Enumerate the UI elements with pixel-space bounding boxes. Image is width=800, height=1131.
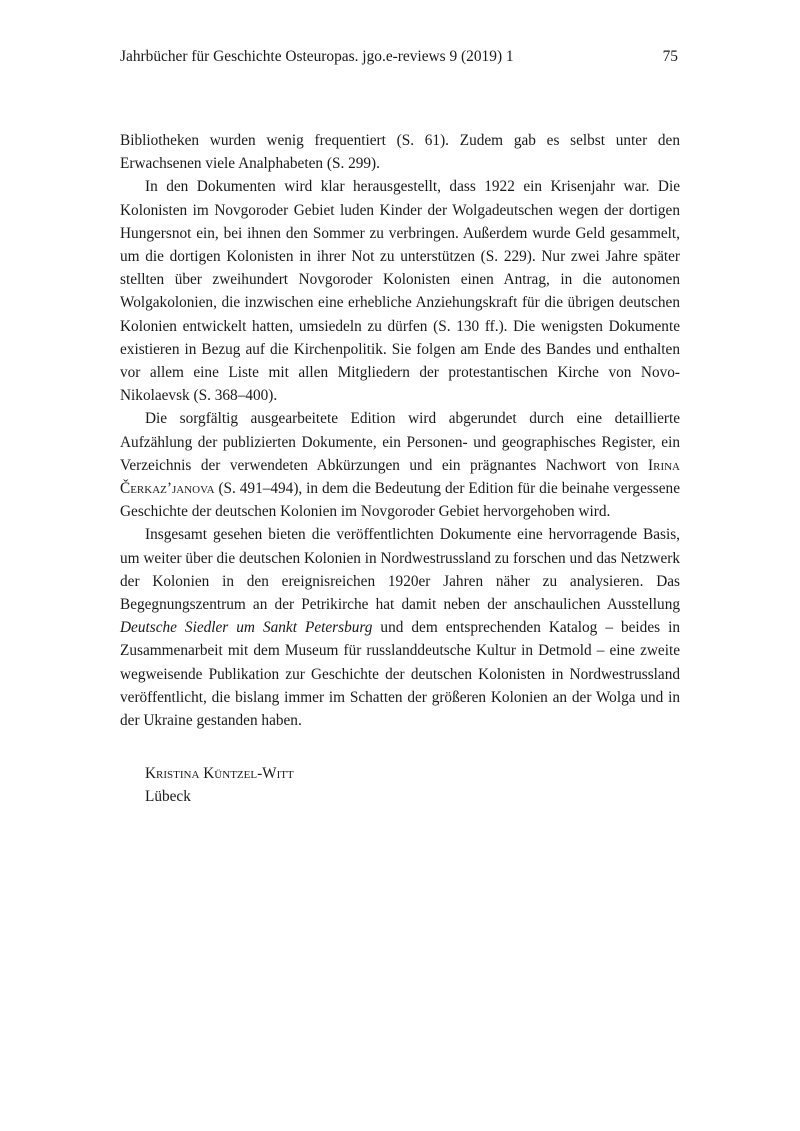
- paragraph-2: In den Dokumenten wird klar herausgestellt, dass 1922 ein Krisenjahr war. Die Kolonisten im Novgoroder Gebiet luden Kinder der Wolgadeutschen wegen der dortigen Hungersnot ein, bei ihnen den Sommer zu verbringen. Außerdem wurde Geld gesammelt, um die dortigen Kolonisten in ihrer Not zu unterstützen (S. 229). Nur zwei Jahre später stellten über zweihundert Novgoroder Kolonisten einen Antrag, in die autonomen Wolgakolonien, die inzwischen eine erhebliche Anziehungskraft für die übrigen deutschen Kolonien entwickelt hatten, umsiedeln zu dürfen (S. 130 ff.). Die wenigsten Dokumente existieren in Bezug auf die Kirchenpolitik. Sie folgen am Ende des Bandes und enthalten vor allem eine Liste mit allen Mitgliedern der protestantischen Kirche von Novo-Nikolaevsk (S. 368–400).: [120, 178, 680, 405]
- page-number: 75: [662, 48, 678, 65]
- afterword-author: Irina Čerkaz’janova: [120, 456, 680, 498]
- paragraph-4-text-b: und dem entsprechenden Katalog – beides in Zusammenarbeit mit dem Museum für russlanddeutsche Kultur in Detmold – eine zweite wegweisende Publikation zur Geschichte der deutschen Kolonisten in Nordwestrussland veröffentlicht, die bislang immer im Schatten der größeren Kolonien an der Wolga und in der Ukraine gestanden haben.: [120, 619, 680, 730]
- reviewer-name: Kristina Küntzel-Witt: [145, 765, 294, 782]
- reviewer-signature: [145, 762, 294, 808]
- paragraph-3-text-a: Die sorgfältig ausgearbeitete Edition wird abgerundet durch eine detaillierte Aufzählung der publizierten Dokumente, ein Personen- und geographisches Register, ein Verzeichnis der verwendeten Abkürzungen und ein prägnantes Nachwort von: [120, 410, 680, 474]
- exhibition-title: Deutsche Siedler um Sankt Petersburg: [120, 619, 373, 637]
- journal-title: Jahrbücher für Geschichte Osteuropas. jgo.e-reviews 9 (2019) 1: [120, 48, 514, 65]
- paragraph-4-text-a: Insgesamt gesehen bieten die veröffentlichten Dokumente eine hervorragende Basis, um weiter über die deutschen Kolonien in Nordwestrussland zu forschen und das Netzwerk der Kolonien in den ereignisreichen 1920er Jahren näher zu analysieren. Das Begegnungszentrum an der Petrikirche hat damit neben der anschaulichen Ausstellung: [120, 526, 680, 614]
- reviewer-city: Lübeck: [145, 788, 191, 806]
- paragraph-3-text-b: (S. 491–494), in dem die Bedeutung der Edition für die beinahe vergessene Geschichte der deutschen Kolonien im Novgoroder Gebiet hervorgehoben wird.: [120, 480, 680, 521]
- paragraph-3: [120, 407, 680, 523]
- review-body: [120, 129, 680, 732]
- paragraph-1: Bibliotheken wurden wenig frequentiert (S. 61). Zudem gab es selbst unter den Erwachsenen viele Analphabeten (S. 299).: [120, 132, 680, 173]
- paragraph-4: [120, 523, 680, 732]
- running-header: [120, 47, 678, 67]
